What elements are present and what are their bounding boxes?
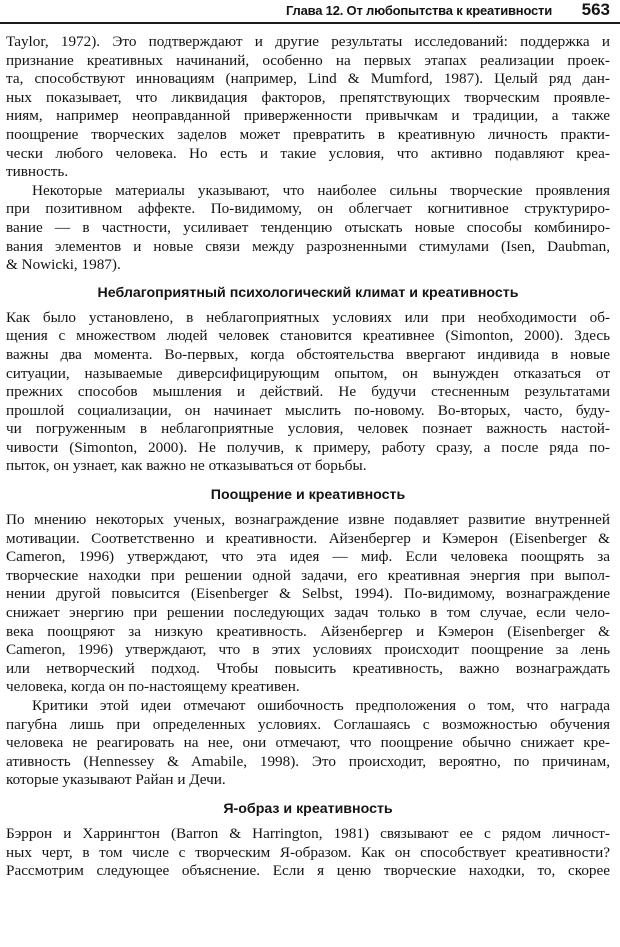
text-line: вания элементов и новые связи между разрозненными стимулами (Isen, Daubman, [6, 237, 610, 255]
text-line: пагубна лишь при определенных условиях. Соглашаясь с возможностью обучения [6, 715, 610, 733]
text-line: Как было установлено, в неблагоприятных условиях или при необходимости об- [6, 308, 610, 326]
paragraph [6, 33, 610, 182]
text-line: ных черт, в том числе с творческим Я-образом. Как он способствует креативности? [6, 843, 610, 861]
text-line: человека, когда он по-настоящему креативен. [6, 678, 300, 696]
text-line: которые указывают Райан и Дечи. [6, 771, 226, 789]
text-line: чивости (Simonton, 2000). Не получив, к примеру, работу сразу, а после ряда по- [6, 438, 610, 456]
page-number: 563 [581, 0, 610, 19]
text-line: пыток, он узнает, как важно не отказываться от борьбы. [6, 457, 367, 475]
text-line: прежних способов мышления и действий. Не будучи стесненным результатами [6, 383, 610, 401]
paragraph [6, 309, 610, 476]
text-line: Критики этой идеи отмечают ошибочность предположения о том, что награда [32, 697, 610, 714]
text-line: Cameron, 1996) утверждают, что в этих условиях происходит поощрение за лень [6, 641, 610, 659]
section-heading: Я-образ и креативность [223, 800, 393, 817]
text-line: ных показывает, что ликвидация факторов, препятствующих творческим проявле- [6, 88, 610, 106]
section-heading: Неблагоприятный психологический климат и креативность [97, 284, 519, 301]
running-title: Глава 12. От любопытства к креативности [286, 3, 552, 18]
page-body [6, 33, 610, 881]
paragraph [6, 511, 610, 697]
text-line: или нетворческий подход. Чтобы повысить креативность, важно вознаграждать [6, 659, 610, 677]
text-line: ативность (Hennessey & Amabile, 1998). Это происходит, вероятно, по причинам, [6, 752, 610, 770]
paragraph [6, 825, 610, 881]
text-line: щения с множеством людей человек становится креативнее (Simonton, 2000). Здесь [6, 327, 610, 345]
text-line: века поощряют за низкую креативность. Айзенбергер и Кэмерон (Eisenberger & [6, 622, 610, 640]
text-line: признание креативных начинаний, особенно на первых этапах реализации проек- [6, 51, 610, 69]
paragraph [6, 182, 610, 275]
text-line: чи погруженным в неблагоприятные условия, человек познает важность настой- [6, 420, 610, 438]
text-line: вание — в частности, усиливает тенденцию отыскать новые способы комбиниро- [6, 218, 610, 236]
section-heading: Поощрение и креативность [210, 487, 406, 504]
text-line: чески любого человека. Но есть и такие условия, что активно подавляют креа- [6, 144, 610, 162]
text-line: мотивации. Соответственно и креативности. Айзенбергер и Кэмерон (Eisenberger & [6, 529, 610, 547]
text-line: снижает энергию при решении последующих задач только в том случае, если чело- [6, 604, 610, 622]
text-line: прошлой социализации, он начинает мыслить по-новому. Во-вторых, часто, буду- [6, 401, 610, 419]
text-line: поощрение творческих заделов может превратить в креативную личность практи- [6, 125, 610, 143]
text-line: нении другой повысится (Eisenberger & Selbst, 1994). По-видимому, вознаграждение [6, 585, 610, 603]
text-line: тивность. [6, 163, 69, 181]
text-line: Рассмотрим следующее объяснение. Если я ценю творческие находки, то, скорее [6, 862, 610, 880]
text-line: та, способствуют инновациям (например, Lind & Mumford, 1987). Целый ряд дан- [6, 70, 610, 88]
text-line: Некоторые материалы указывают, что наиболее сильны творческие проявления [32, 181, 610, 199]
text-line: Taylor, 1972). Это подтверждают и другие результаты исследований: поддержка и [6, 33, 610, 50]
text-line: при позитивном аффекте. По-видимому, он облегчает когнитивное структуриро- [6, 200, 610, 218]
text-line: человека не реагировать на нее, они отмечают, что поощрение обычно снижает кре- [6, 734, 610, 752]
text-line: По мнению некоторых ученых, вознаграждение извне подавляет развитие внутренней [6, 511, 610, 529]
text-line: Cameron, 1996) утверждают, что эта идея — миф. Если человека поощрять за [6, 548, 610, 566]
text-line: ситуации, называемые диверсифицирующим опытом, он вынужден отказаться от [6, 364, 610, 382]
text-line: & Nowicki, 1987). [6, 256, 121, 274]
text-line: творческие находки при решении одной задачи, его креативная энергия при выпол- [6, 566, 610, 584]
paragraph [6, 697, 610, 790]
running-header [0, 0, 620, 24]
text-line: ниям, например неоправданной приверженности привычкам и традиции, а также [6, 107, 610, 125]
text-line: Бэррон и Харрингтон (Barron & Harrington, 1981) связывают ее с рядом личност- [6, 824, 610, 842]
text-line: важны два момента. Во-первых, когда обстоятельства ввергают индивида в новые [6, 345, 610, 363]
